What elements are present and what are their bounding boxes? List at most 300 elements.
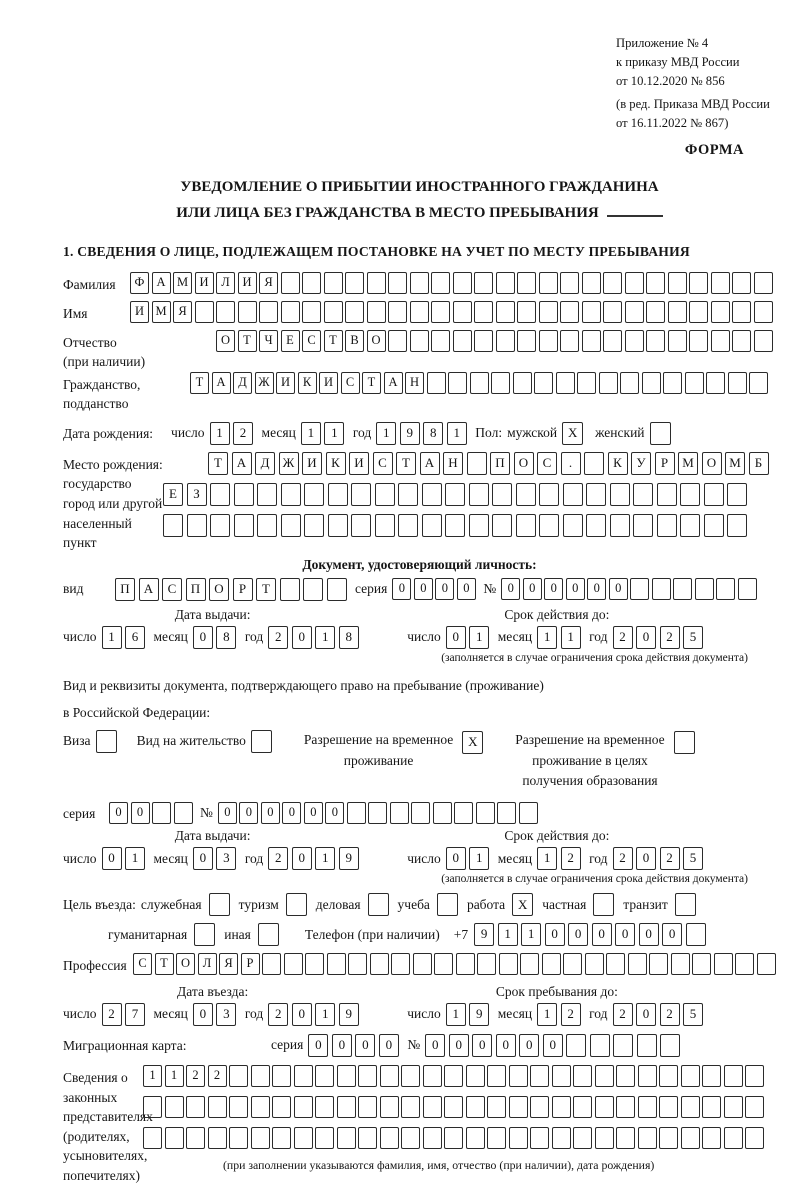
- char-cell[interactable]: А: [139, 578, 159, 601]
- char-cell[interactable]: 2: [208, 1065, 227, 1087]
- char-cell[interactable]: 0: [639, 923, 659, 946]
- char-cell[interactable]: [657, 483, 677, 506]
- char-cell[interactable]: [165, 1096, 184, 1118]
- char-cell[interactable]: [477, 953, 496, 975]
- char-cell[interactable]: 0: [609, 578, 628, 600]
- char-cell[interactable]: 0: [261, 802, 280, 824]
- char-cell[interactable]: [367, 301, 386, 323]
- char-cell[interactable]: [534, 372, 553, 394]
- char-cell[interactable]: М: [725, 452, 745, 475]
- char-cell[interactable]: 8: [216, 626, 236, 649]
- char-cell[interactable]: [324, 301, 343, 323]
- char-cell[interactable]: [686, 923, 706, 946]
- char-cell[interactable]: [681, 1096, 700, 1118]
- char-cell[interactable]: [453, 330, 472, 352]
- char-cell[interactable]: [616, 1065, 635, 1087]
- char-cell[interactable]: С: [341, 372, 360, 394]
- char-cell[interactable]: [732, 301, 751, 323]
- char-cell[interactable]: Ж: [255, 372, 274, 394]
- char-cell[interactable]: [466, 1096, 485, 1118]
- char-cell[interactable]: 1: [125, 847, 145, 870]
- char-cell[interactable]: 0: [193, 1003, 213, 1026]
- char-cell[interactable]: [327, 578, 347, 601]
- purpose-option-checkbox[interactable]: [368, 893, 389, 916]
- char-cell[interactable]: [728, 372, 747, 394]
- char-cell[interactable]: [304, 483, 324, 506]
- char-cell[interactable]: [492, 514, 512, 537]
- char-cell[interactable]: 0: [446, 847, 466, 870]
- char-cell[interactable]: Т: [256, 578, 276, 601]
- char-cell[interactable]: [685, 372, 704, 394]
- char-cell[interactable]: 9: [400, 422, 420, 445]
- char-cell[interactable]: [445, 514, 465, 537]
- char-cell[interactable]: [303, 578, 323, 601]
- char-cell[interactable]: [337, 1065, 356, 1087]
- char-cell[interactable]: 2: [660, 626, 680, 649]
- char-cell[interactable]: [573, 1127, 592, 1149]
- char-cell[interactable]: Д: [233, 372, 252, 394]
- char-cell[interactable]: [259, 301, 278, 323]
- char-cell[interactable]: [586, 514, 606, 537]
- char-cell[interactable]: [444, 1065, 463, 1087]
- char-cell[interactable]: [638, 1065, 657, 1087]
- char-cell[interactable]: 2: [660, 847, 680, 870]
- char-cell[interactable]: [469, 483, 489, 506]
- char-cell[interactable]: М: [173, 272, 192, 294]
- char-cell[interactable]: 9: [339, 847, 359, 870]
- char-cell[interactable]: [431, 330, 450, 352]
- char-cell[interactable]: [539, 272, 558, 294]
- char-cell[interactable]: [423, 1096, 442, 1118]
- char-cell[interactable]: [659, 1127, 678, 1149]
- char-cell[interactable]: [585, 953, 604, 975]
- char-cell[interactable]: [652, 578, 671, 600]
- char-cell[interactable]: Н: [405, 372, 424, 394]
- char-cell[interactable]: Р: [233, 578, 253, 601]
- char-cell[interactable]: [401, 1127, 420, 1149]
- char-cell[interactable]: Т: [238, 330, 257, 352]
- char-cell[interactable]: 3: [216, 1003, 236, 1026]
- char-cell[interactable]: [358, 1065, 377, 1087]
- char-cell[interactable]: [272, 1127, 291, 1149]
- char-cell[interactable]: [539, 514, 559, 537]
- char-cell[interactable]: 1: [301, 422, 321, 445]
- char-cell[interactable]: [516, 483, 536, 506]
- char-cell[interactable]: [745, 1127, 764, 1149]
- purpose-option-checkbox[interactable]: [258, 923, 279, 946]
- char-cell[interactable]: [324, 272, 343, 294]
- char-cell[interactable]: Н: [443, 452, 463, 475]
- char-cell[interactable]: [539, 330, 558, 352]
- char-cell[interactable]: [294, 1065, 313, 1087]
- char-cell[interactable]: 1: [537, 847, 557, 870]
- char-cell[interactable]: [358, 1127, 377, 1149]
- char-cell[interactable]: [673, 578, 692, 600]
- char-cell[interactable]: [487, 1127, 506, 1149]
- char-cell[interactable]: [516, 514, 536, 537]
- char-cell[interactable]: [496, 330, 515, 352]
- char-cell[interactable]: [390, 802, 409, 824]
- char-cell[interactable]: [401, 1096, 420, 1118]
- char-cell[interactable]: [380, 1127, 399, 1149]
- char-cell[interactable]: [456, 953, 475, 975]
- char-cell[interactable]: И: [276, 372, 295, 394]
- char-cell[interactable]: [281, 272, 300, 294]
- gender-male-checkbox[interactable]: X: [562, 422, 583, 445]
- char-cell[interactable]: [724, 1127, 743, 1149]
- char-cell[interactable]: Я: [259, 272, 278, 294]
- char-cell[interactable]: 0: [425, 1034, 445, 1057]
- char-cell[interactable]: [186, 1096, 205, 1118]
- char-cell[interactable]: [663, 372, 682, 394]
- purpose-option-checkbox[interactable]: X: [512, 893, 533, 916]
- char-cell[interactable]: [573, 1096, 592, 1118]
- char-cell[interactable]: 0: [449, 1034, 469, 1057]
- char-cell[interactable]: [689, 330, 708, 352]
- char-cell[interactable]: [711, 272, 730, 294]
- char-cell[interactable]: [315, 1065, 334, 1087]
- purpose-option-checkbox[interactable]: [437, 893, 458, 916]
- char-cell[interactable]: [681, 1065, 700, 1087]
- char-cell[interactable]: [272, 1065, 291, 1087]
- char-cell[interactable]: [603, 330, 622, 352]
- char-cell[interactable]: 9: [339, 1003, 359, 1026]
- char-cell[interactable]: 6: [125, 626, 145, 649]
- char-cell[interactable]: [328, 514, 348, 537]
- char-cell[interactable]: [517, 330, 536, 352]
- char-cell[interactable]: [216, 301, 235, 323]
- char-cell[interactable]: Я: [173, 301, 192, 323]
- char-cell[interactable]: 1: [469, 626, 489, 649]
- char-cell[interactable]: 8: [339, 626, 359, 649]
- char-cell[interactable]: [467, 452, 487, 475]
- char-cell[interactable]: О: [216, 330, 235, 352]
- char-cell[interactable]: [413, 953, 432, 975]
- char-cell[interactable]: [560, 330, 579, 352]
- char-cell[interactable]: [620, 372, 639, 394]
- char-cell[interactable]: [584, 452, 604, 475]
- char-cell[interactable]: [496, 301, 515, 323]
- char-cell[interactable]: 2: [613, 1003, 633, 1026]
- char-cell[interactable]: М: [678, 452, 698, 475]
- char-cell[interactable]: [469, 514, 489, 537]
- purpose-option-checkbox[interactable]: [209, 893, 230, 916]
- char-cell[interactable]: 5: [683, 1003, 703, 1026]
- char-cell[interactable]: [305, 953, 324, 975]
- char-cell[interactable]: К: [326, 452, 346, 475]
- char-cell[interactable]: [423, 1127, 442, 1149]
- char-cell[interactable]: [582, 272, 601, 294]
- char-cell[interactable]: [208, 1096, 227, 1118]
- char-cell[interactable]: [603, 272, 622, 294]
- char-cell[interactable]: [375, 514, 395, 537]
- char-cell[interactable]: 2: [102, 1003, 122, 1026]
- char-cell[interactable]: [229, 1065, 248, 1087]
- char-cell[interactable]: 0: [501, 578, 520, 600]
- char-cell[interactable]: 8: [423, 422, 443, 445]
- char-cell[interactable]: О: [176, 953, 195, 975]
- char-cell[interactable]: [251, 1065, 270, 1087]
- char-cell[interactable]: М: [152, 301, 171, 323]
- char-cell[interactable]: [595, 1096, 614, 1118]
- purpose-option-checkbox[interactable]: [675, 893, 696, 916]
- char-cell[interactable]: 0: [472, 1034, 492, 1057]
- char-cell[interactable]: [251, 1127, 270, 1149]
- char-cell[interactable]: 2: [268, 626, 288, 649]
- char-cell[interactable]: [595, 1127, 614, 1149]
- char-cell[interactable]: [566, 1034, 586, 1057]
- char-cell[interactable]: [552, 1065, 571, 1087]
- char-cell[interactable]: [563, 514, 583, 537]
- char-cell[interactable]: [492, 483, 512, 506]
- char-cell[interactable]: [187, 514, 207, 537]
- char-cell[interactable]: [208, 1127, 227, 1149]
- char-cell[interactable]: [281, 301, 300, 323]
- char-cell[interactable]: [351, 514, 371, 537]
- char-cell[interactable]: [280, 578, 300, 601]
- edu-permit-checkbox[interactable]: [674, 731, 695, 754]
- char-cell[interactable]: Т: [324, 330, 343, 352]
- gender-female-checkbox[interactable]: [650, 422, 671, 445]
- char-cell[interactable]: [659, 1065, 678, 1087]
- char-cell[interactable]: [616, 1127, 635, 1149]
- char-cell[interactable]: [375, 483, 395, 506]
- char-cell[interactable]: 0: [193, 626, 213, 649]
- char-cell[interactable]: 2: [268, 1003, 288, 1026]
- char-cell[interactable]: [732, 330, 751, 352]
- char-cell[interactable]: [586, 483, 606, 506]
- char-cell[interactable]: [195, 301, 214, 323]
- char-cell[interactable]: [238, 301, 257, 323]
- char-cell[interactable]: [427, 372, 446, 394]
- char-cell[interactable]: [315, 1096, 334, 1118]
- char-cell[interactable]: 0: [496, 1034, 516, 1057]
- char-cell[interactable]: 0: [304, 802, 323, 824]
- char-cell[interactable]: [262, 953, 281, 975]
- char-cell[interactable]: [638, 1096, 657, 1118]
- char-cell[interactable]: [337, 1096, 356, 1118]
- char-cell[interactable]: [302, 301, 321, 323]
- purpose-option-checkbox[interactable]: [593, 893, 614, 916]
- char-cell[interactable]: [380, 1065, 399, 1087]
- char-cell[interactable]: Я: [219, 953, 238, 975]
- char-cell[interactable]: [294, 1096, 313, 1118]
- char-cell[interactable]: О: [209, 578, 229, 601]
- char-cell[interactable]: Е: [281, 330, 300, 352]
- char-cell[interactable]: [513, 372, 532, 394]
- char-cell[interactable]: [281, 514, 301, 537]
- char-cell[interactable]: [706, 372, 725, 394]
- char-cell[interactable]: [328, 483, 348, 506]
- char-cell[interactable]: 1: [376, 422, 396, 445]
- char-cell[interactable]: [410, 330, 429, 352]
- char-cell[interactable]: 0: [636, 626, 656, 649]
- char-cell[interactable]: [210, 483, 230, 506]
- char-cell[interactable]: [702, 1127, 721, 1149]
- char-cell[interactable]: Р: [655, 452, 675, 475]
- char-cell[interactable]: [302, 272, 321, 294]
- char-cell[interactable]: [347, 802, 366, 824]
- char-cell[interactable]: [257, 514, 277, 537]
- char-cell[interactable]: Р: [241, 953, 260, 975]
- char-cell[interactable]: 7: [125, 1003, 145, 1026]
- char-cell[interactable]: 0: [325, 802, 344, 824]
- char-cell[interactable]: [610, 514, 630, 537]
- char-cell[interactable]: [539, 301, 558, 323]
- char-cell[interactable]: Ф: [130, 272, 149, 294]
- char-cell[interactable]: [470, 372, 489, 394]
- char-cell[interactable]: [530, 1065, 549, 1087]
- char-cell[interactable]: 1: [498, 923, 518, 946]
- char-cell[interactable]: [530, 1096, 549, 1118]
- char-cell[interactable]: [315, 1127, 334, 1149]
- char-cell[interactable]: [577, 372, 596, 394]
- char-cell[interactable]: 0: [414, 578, 433, 600]
- char-cell[interactable]: [727, 483, 747, 506]
- char-cell[interactable]: [560, 272, 579, 294]
- visa-checkbox[interactable]: [96, 730, 117, 753]
- char-cell[interactable]: [638, 1127, 657, 1149]
- char-cell[interactable]: О: [702, 452, 722, 475]
- char-cell[interactable]: [668, 272, 687, 294]
- char-cell[interactable]: 3: [216, 847, 236, 870]
- char-cell[interactable]: [422, 483, 442, 506]
- char-cell[interactable]: [560, 301, 579, 323]
- char-cell[interactable]: 0: [379, 1034, 399, 1057]
- char-cell[interactable]: 1: [165, 1065, 184, 1087]
- char-cell[interactable]: З: [187, 483, 207, 506]
- char-cell[interactable]: [754, 301, 773, 323]
- char-cell[interactable]: [552, 1096, 571, 1118]
- char-cell[interactable]: [704, 483, 724, 506]
- char-cell[interactable]: [370, 953, 389, 975]
- char-cell[interactable]: 2: [268, 847, 288, 870]
- char-cell[interactable]: [497, 802, 516, 824]
- char-cell[interactable]: [610, 483, 630, 506]
- char-cell[interactable]: У: [631, 452, 651, 475]
- char-cell[interactable]: [509, 1096, 528, 1118]
- char-cell[interactable]: [474, 330, 493, 352]
- char-cell[interactable]: 5: [683, 626, 703, 649]
- char-cell[interactable]: С: [162, 578, 182, 601]
- char-cell[interactable]: А: [212, 372, 231, 394]
- char-cell[interactable]: [453, 272, 472, 294]
- char-cell[interactable]: [163, 514, 183, 537]
- char-cell[interactable]: 2: [613, 847, 633, 870]
- char-cell[interactable]: И: [319, 372, 338, 394]
- char-cell[interactable]: [613, 1034, 633, 1057]
- char-cell[interactable]: [689, 272, 708, 294]
- char-cell[interactable]: 0: [332, 1034, 352, 1057]
- char-cell[interactable]: [474, 272, 493, 294]
- char-cell[interactable]: [348, 953, 367, 975]
- char-cell[interactable]: [714, 953, 733, 975]
- char-cell[interactable]: Т: [155, 953, 174, 975]
- char-cell[interactable]: [351, 483, 371, 506]
- char-cell[interactable]: [453, 301, 472, 323]
- char-cell[interactable]: [143, 1127, 162, 1149]
- char-cell[interactable]: Т: [190, 372, 209, 394]
- char-cell[interactable]: 1: [210, 422, 230, 445]
- char-cell[interactable]: [519, 802, 538, 824]
- char-cell[interactable]: [749, 372, 768, 394]
- char-cell[interactable]: [745, 1065, 764, 1087]
- char-cell[interactable]: [628, 953, 647, 975]
- char-cell[interactable]: [234, 514, 254, 537]
- char-cell[interactable]: [284, 953, 303, 975]
- char-cell[interactable]: [616, 1096, 635, 1118]
- char-cell[interactable]: И: [130, 301, 149, 323]
- char-cell[interactable]: Л: [198, 953, 217, 975]
- char-cell[interactable]: 0: [543, 1034, 563, 1057]
- char-cell[interactable]: [229, 1127, 248, 1149]
- char-cell[interactable]: [573, 1065, 592, 1087]
- char-cell[interactable]: [582, 301, 601, 323]
- char-cell[interactable]: [401, 1065, 420, 1087]
- char-cell[interactable]: [542, 953, 561, 975]
- char-cell[interactable]: [251, 1096, 270, 1118]
- char-cell[interactable]: 1: [521, 923, 541, 946]
- char-cell[interactable]: [625, 301, 644, 323]
- char-cell[interactable]: А: [232, 452, 252, 475]
- char-cell[interactable]: [680, 483, 700, 506]
- char-cell[interactable]: 0: [435, 578, 454, 600]
- char-cell[interactable]: 0: [239, 802, 258, 824]
- char-cell[interactable]: [630, 578, 649, 600]
- char-cell[interactable]: 0: [308, 1034, 328, 1057]
- char-cell[interactable]: [724, 1065, 743, 1087]
- char-cell[interactable]: 0: [662, 923, 682, 946]
- char-cell[interactable]: [680, 514, 700, 537]
- char-cell[interactable]: 0: [446, 626, 466, 649]
- char-cell[interactable]: [671, 953, 690, 975]
- char-cell[interactable]: А: [420, 452, 440, 475]
- char-cell[interactable]: [509, 1065, 528, 1087]
- char-cell[interactable]: [444, 1127, 463, 1149]
- char-cell[interactable]: Е: [163, 483, 183, 506]
- char-cell[interactable]: [646, 301, 665, 323]
- char-cell[interactable]: [660, 1034, 680, 1057]
- char-cell[interactable]: [704, 514, 724, 537]
- char-cell[interactable]: [637, 1034, 657, 1057]
- char-cell[interactable]: 0: [193, 847, 213, 870]
- char-cell[interactable]: [448, 372, 467, 394]
- char-cell[interactable]: 0: [615, 923, 635, 946]
- char-cell[interactable]: [499, 953, 518, 975]
- char-cell[interactable]: [487, 1065, 506, 1087]
- char-cell[interactable]: 0: [457, 578, 476, 600]
- char-cell[interactable]: 0: [566, 578, 585, 600]
- char-cell[interactable]: 0: [592, 923, 612, 946]
- char-cell[interactable]: Т: [362, 372, 381, 394]
- char-cell[interactable]: [431, 301, 450, 323]
- char-cell[interactable]: [410, 301, 429, 323]
- char-cell[interactable]: [444, 1096, 463, 1118]
- char-cell[interactable]: 2: [233, 422, 253, 445]
- char-cell[interactable]: И: [195, 272, 214, 294]
- char-cell[interactable]: [391, 953, 410, 975]
- char-cell[interactable]: [165, 1127, 184, 1149]
- char-cell[interactable]: 1: [143, 1065, 162, 1087]
- char-cell[interactable]: А: [152, 272, 171, 294]
- char-cell[interactable]: 1: [102, 626, 122, 649]
- char-cell[interactable]: [633, 514, 653, 537]
- char-cell[interactable]: [358, 1096, 377, 1118]
- char-cell[interactable]: [517, 301, 536, 323]
- char-cell[interactable]: 2: [186, 1065, 205, 1087]
- char-cell[interactable]: 1: [447, 422, 467, 445]
- char-cell[interactable]: 0: [102, 847, 122, 870]
